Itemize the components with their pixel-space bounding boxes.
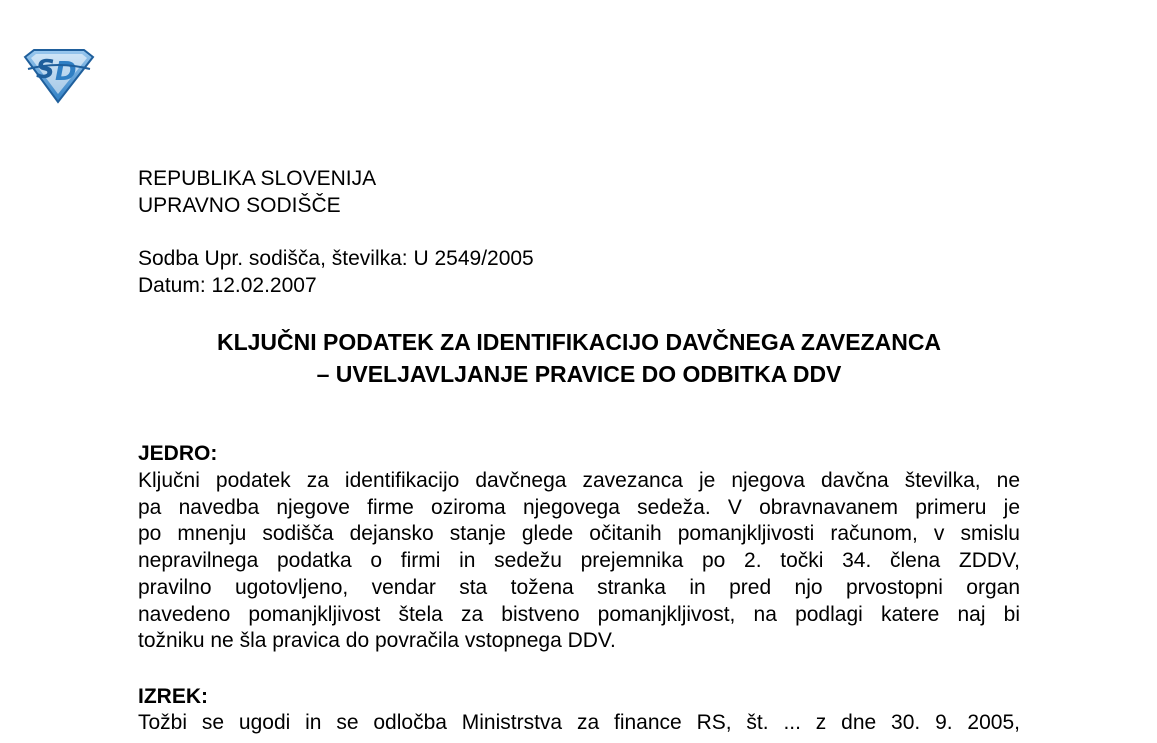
jedro-heading: JEDRO: [138, 442, 218, 465]
jedro-line: navedeno pomanjkljivost štela za bistveno pomanjkljivost, na podlagi katere naj bi [138, 602, 1020, 626]
country-name: REPUBLIKA SLOVENIJA [138, 167, 377, 190]
court-header [138, 165, 376, 219]
jedro-line: po mnenju sodišča dejansko stanje glede očitanih pomanjkljivosti računom, v smislu [138, 522, 1020, 546]
jedro-line: pa navedba njegove firme oziroma njegovega sedeža. V obravnavanem primeru je [138, 495, 1020, 519]
title-line-1: KLJUČNI PODATEK ZA IDENTIFIKACIJO DAVČNEGA ZAVEZANCA [216, 329, 942, 355]
case-date: Datum: 12.02.2007 [138, 274, 317, 297]
izrek-heading: IZREK: [138, 685, 208, 708]
jedro-line: Ključni podatek za identifikacijo davčnega zavezanca je njegova davčna številka, ne [138, 469, 1020, 492]
svg-text:D: D [55, 57, 77, 87]
jedro-line: tožniku ne šla pravica do povračila vstopnega DDV. [138, 629, 616, 653]
case-number: Sodba Upr. sodišča, številka: U 2549/2005 [138, 247, 534, 270]
court-name: UPRAVNO SODIŠČE [138, 194, 341, 217]
document-title [138, 326, 1020, 390]
jedro-line: nepravilnega podatka o firmi in sedežu prejemnika po 2. točki 34. člena ZDDV, [138, 549, 1020, 573]
case-info [138, 245, 534, 299]
court-logo-icon [22, 47, 96, 105]
jedro-line: pravilno ugotovljeno, vendar sta tožena stranka in pred njo prvostopni organ [138, 575, 1020, 599]
title-line-2: – UVELJAVLJANJE PRAVICE DO ODBITKA DDV [316, 361, 842, 387]
izrek-paragraph [138, 710, 1020, 737]
svg-text:S: S [36, 55, 55, 85]
jedro-paragraph [138, 468, 1020, 655]
izrek-line: Tožbi se ugodi in se odločba Ministrstva za finance RS, št. ... z dne 30. 9. 2005, [138, 711, 1020, 734]
